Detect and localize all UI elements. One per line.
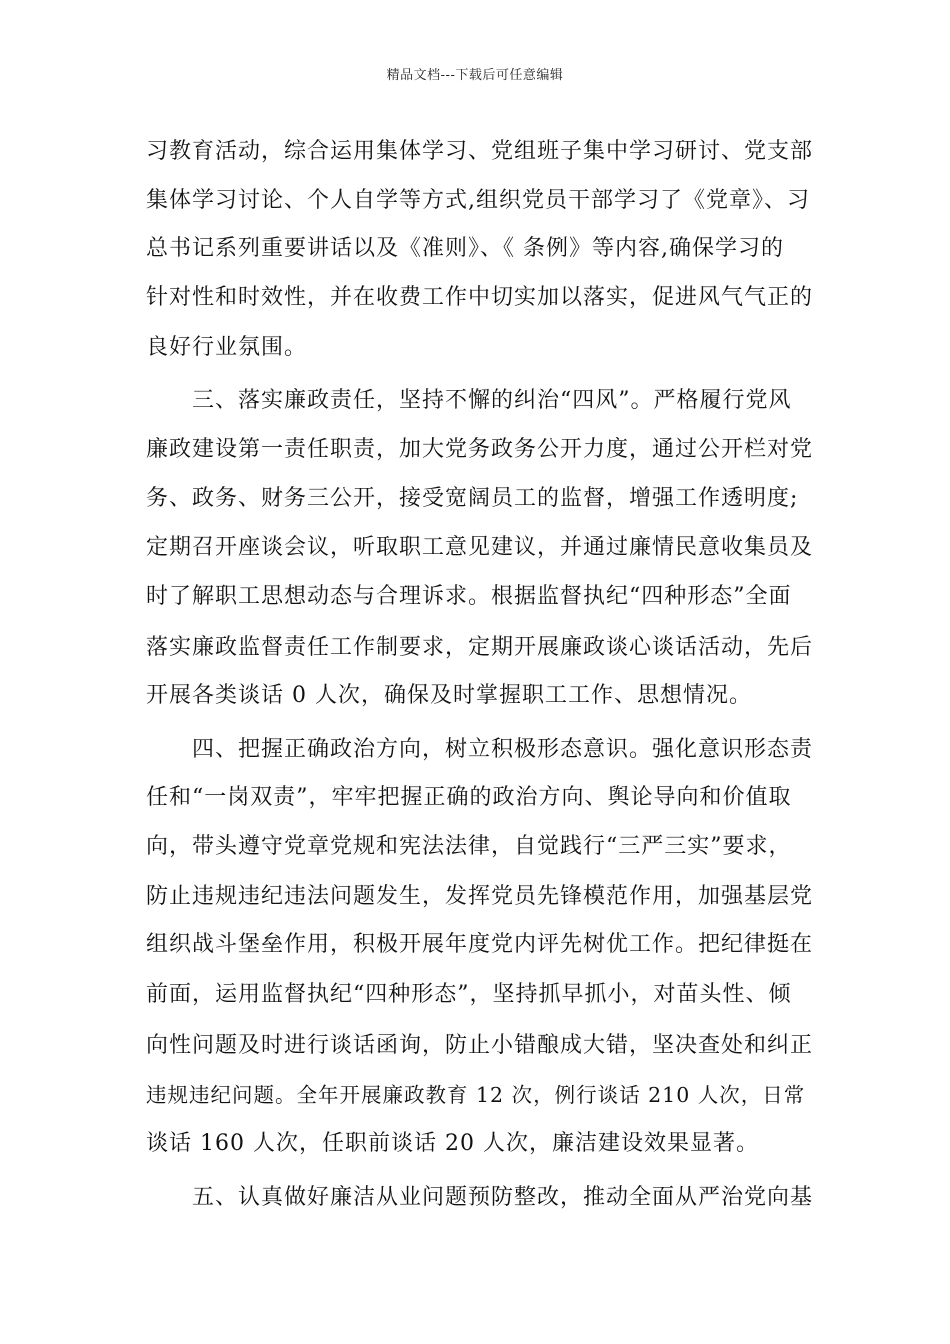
text-line: 开展各类谈话 0 人次，确保及时掌握职工工作、思想情况。 [146, 683, 752, 708]
text-line: 向，带头遵守党章党规和宪法法律，自觉践行“三严三实”要求， [146, 834, 792, 859]
text-line: 习教育活动，综合运用集体学习、党组班子集中学习研讨、党支部 [146, 139, 814, 164]
text-line: 四、把握正确政治方向，树立积极形态意识。强化意识形态责 [146, 737, 814, 762]
text-line: 良好行业氛围。 [146, 335, 308, 360]
page-header: 精品文档---下载后可任意编辑 [386, 68, 564, 83]
text-line: 总书记系列重要讲话以及《准则》、《 条例》等内容,确保学习的 [146, 236, 784, 261]
text-line: 谈话 160 人次，任职前谈话 20 人次，廉洁建设效果显著。 [146, 1131, 759, 1156]
text-line: 五、认真做好廉洁从业问题预防整改，推动全面从严治党向基 [146, 1185, 814, 1210]
text-line: 廉政建设第一责任职责，加大党务政务公开力度，通过公开栏对党 [146, 437, 814, 462]
text-line: 向性问题及时进行谈话函询，防止小错酿成大错，坚决查处和纠正 [146, 1033, 814, 1058]
text-line: 防止违规违纪违法问题发生，发挥党员先锋模范作用，加强基层党 [146, 884, 814, 909]
text-line: 三、落实廉政责任，坚持不懈的纠治“四风”。严格履行党风 [146, 388, 792, 413]
text-line: 针对性和时效性，并在收费工作中切实加以落实，促进风气气正的 [146, 285, 814, 310]
text-line: 组织战斗堡垒作用，积极开展年度党内评先树优工作。把纪律挺在 [146, 932, 814, 957]
text-line: 前面，运用监督执纪“四种形态”，坚持抓早抓小，对苗头性、倾 [146, 982, 792, 1007]
text-line: 务、政务、财务三公开，接受宽阔员工的监督，增强工作透明度; [146, 486, 799, 511]
text-line: 任和“一岗双责”，牢牢把握正确的政治方向、舆论导向和价值取 [146, 785, 792, 810]
text-line: 定期召开座谈会议，听取职工意见建议，并通过廉情民意收集员及 [146, 535, 814, 560]
text-line: 违规违纪问题。全年开展廉政教育 12 次，例行谈话 210 人次，日常 [146, 1083, 806, 1107]
text-line: 集体学习讨论、个人自学等方式,组织党员干部学习了《党章》、习 [146, 188, 810, 213]
text-line: 落实廉政监督责任工作制要求，定期开展廉政谈心谈话活动，先后 [146, 635, 814, 660]
text-line: 时了解职工思想动态与合理诉求。根据监督执纪“四种形态”全面 [146, 584, 792, 609]
